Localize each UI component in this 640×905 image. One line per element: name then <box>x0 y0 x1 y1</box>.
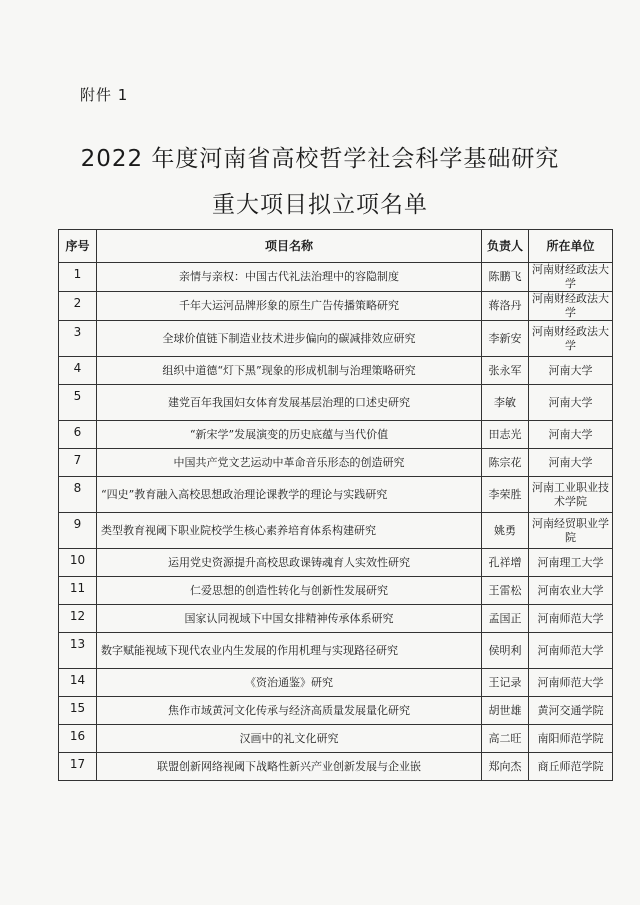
row-number: 17 <box>59 753 97 781</box>
project-unit: 黄河交通学院 <box>529 697 613 725</box>
project-name: 运用党史资源提升高校思政课铸魂育人实效性研究 <box>97 549 482 577</box>
row-number: 5 <box>59 385 97 421</box>
attachment-label: 附件 1 <box>80 86 129 104</box>
header-number: 序号 <box>59 230 97 263</box>
project-name: 国家认同视域下中国女排精神传承体系研究 <box>97 605 482 633</box>
table-header-row <box>59 230 613 263</box>
row-number: 13 <box>59 633 97 669</box>
table-row <box>59 449 613 477</box>
project-unit: 河南财经政法大学 <box>529 292 613 321</box>
row-number: 10 <box>59 549 97 577</box>
project-name: 亲情与亲权：中国古代礼法治理中的容隐制度 <box>97 263 482 292</box>
table-row <box>59 513 613 549</box>
row-number: 1 <box>59 263 97 292</box>
row-number: 3 <box>59 321 97 357</box>
project-leader: 陈鹏飞 <box>482 263 529 292</box>
project-name: 焦作市域黄河文化传承与经济高质量发展量化研究 <box>97 697 482 725</box>
table-row <box>59 697 613 725</box>
project-unit: 河南师范大学 <box>529 605 613 633</box>
project-leader: 李荣胜 <box>482 477 529 513</box>
project-unit: 河南大学 <box>529 449 613 477</box>
table-row <box>59 477 613 513</box>
row-number: 15 <box>59 697 97 725</box>
row-number: 16 <box>59 725 97 753</box>
project-unit: 河南大学 <box>529 385 613 421</box>
project-name: 汉画中的礼文化研究 <box>97 725 482 753</box>
project-unit: 河南理工大学 <box>529 549 613 577</box>
project-unit: 河南财经政法大学 <box>529 263 613 292</box>
table-row <box>59 753 613 781</box>
row-number: 4 <box>59 357 97 385</box>
project-leader: 孟国正 <box>482 605 529 633</box>
row-number: 7 <box>59 449 97 477</box>
row-number: 11 <box>59 577 97 605</box>
project-leader: 胡世雄 <box>482 697 529 725</box>
row-number: 6 <box>59 421 97 449</box>
project-leader: 侯明利 <box>482 633 529 669</box>
project-unit: 河南大学 <box>529 357 613 385</box>
project-name: 《资治通鉴》研究 <box>97 669 482 697</box>
project-unit: 商丘师范学院 <box>529 753 613 781</box>
header-project-name: 项目名称 <box>97 230 482 263</box>
project-name: 数字赋能视域下现代农业内生发展的作用机理与实现路径研究 <box>97 633 482 669</box>
project-leader: 王记录 <box>482 669 529 697</box>
project-leader: 郑向杰 <box>482 753 529 781</box>
header-leader: 负责人 <box>482 230 529 263</box>
project-name: “四史”教育融入高校思想政治理论课教学的理论与实践研究 <box>97 477 482 513</box>
project-leader: 孔祥增 <box>482 549 529 577</box>
project-name: 类型教育视阈下职业院校学生核心素养培育体系构建研究 <box>97 513 482 549</box>
project-unit: 河南工业职业技术学院 <box>529 477 613 513</box>
project-leader: 高二旺 <box>482 725 529 753</box>
project-name: 全球价值链下制造业技术进步偏向的碳减排效应研究 <box>97 321 482 357</box>
table-row <box>59 321 613 357</box>
project-unit: 河南大学 <box>529 421 613 449</box>
project-name: 建党百年我国妇女体育发展基层治理的口述史研究 <box>97 385 482 421</box>
project-list-table <box>58 229 613 781</box>
header-unit: 所在单位 <box>529 230 613 263</box>
table-row <box>59 549 613 577</box>
project-unit: 河南师范大学 <box>529 633 613 669</box>
document-subtitle: 重大项目拟立项名单 <box>212 192 428 218</box>
table-row <box>59 421 613 449</box>
project-unit: 南阳师范学院 <box>529 725 613 753</box>
table-row <box>59 725 613 753</box>
project-unit: 河南农业大学 <box>529 577 613 605</box>
table-row <box>59 669 613 697</box>
project-leader: 陈宗花 <box>482 449 529 477</box>
project-name: 千年大运河品牌形象的原生广告传播策略研究 <box>97 292 482 321</box>
table-row <box>59 633 613 669</box>
project-name: 中国共产党文艺运动中革命音乐形态的创造研究 <box>97 449 482 477</box>
table-row <box>59 605 613 633</box>
project-leader: 张永军 <box>482 357 529 385</box>
project-unit: 河南师范大学 <box>529 669 613 697</box>
table-row <box>59 577 613 605</box>
project-unit: 河南财经政法大学 <box>529 321 613 357</box>
project-leader: 蒋洛丹 <box>482 292 529 321</box>
row-number: 9 <box>59 513 97 549</box>
project-name: 联盟创新网络视阈下战略性新兴产业创新发展与企业嵌 <box>97 753 482 781</box>
project-leader: 姚勇 <box>482 513 529 549</box>
table-row <box>59 292 613 321</box>
project-leader: 田志光 <box>482 421 529 449</box>
table-row <box>59 263 613 292</box>
table-row <box>59 357 613 385</box>
document-title: 2022 年度河南省高校哲学社会科学基础研究 <box>80 146 560 172</box>
project-leader: 李新安 <box>482 321 529 357</box>
project-name: “新宋学”发展演变的历史底蕴与当代价值 <box>97 421 482 449</box>
table-row <box>59 385 613 421</box>
project-name: 仁爱思想的创造性转化与创新性发展研究 <box>97 577 482 605</box>
row-number: 14 <box>59 669 97 697</box>
row-number: 2 <box>59 292 97 321</box>
project-name: 组织中道德“灯下黑”现象的形成机制与治理策略研究 <box>97 357 482 385</box>
project-leader: 李敏 <box>482 385 529 421</box>
row-number: 12 <box>59 605 97 633</box>
project-unit: 河南经贸职业学院 <box>529 513 613 549</box>
project-leader: 王雷松 <box>482 577 529 605</box>
row-number: 8 <box>59 477 97 513</box>
